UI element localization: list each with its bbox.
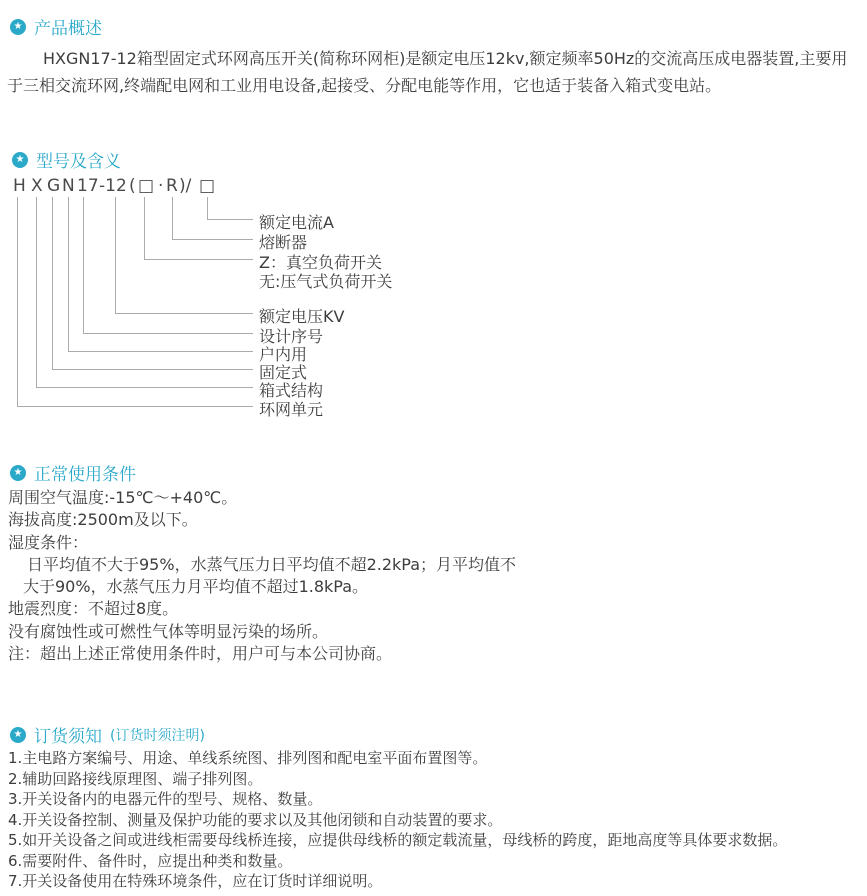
model-callout: 设计序号 [259, 327, 324, 346]
connector-line [144, 197, 145, 259]
section-heading-ordering [10, 722, 205, 747]
connector-line [115, 197, 116, 313]
model-code-char: 17 [77, 176, 99, 196]
ordering-item: 6.需要附件、备件时，应提出种类和数量。 [8, 851, 293, 870]
circled-star-icon: ★ [12, 152, 28, 168]
model-callout: 环网单元 [259, 400, 324, 419]
connector-line [17, 406, 253, 407]
section-heading-model [12, 147, 121, 172]
condition-line: 湿度条件： [8, 532, 89, 552]
model-code-char: H [13, 176, 26, 196]
connector-line [144, 259, 253, 260]
model-code-char: X [31, 176, 43, 196]
model-code-char: ( [129, 176, 136, 196]
condition-line: 海拔高度:2500m及以下。 [8, 510, 198, 530]
model-code-char: )/ [179, 176, 192, 196]
model-placeholder-box: □ [138, 176, 155, 196]
conditions-list [8, 487, 848, 665]
section-heading-conditions [10, 460, 136, 485]
model-code-char: N [62, 176, 75, 196]
connector-line [172, 197, 173, 239]
connector-line [83, 333, 253, 334]
connector-line [52, 369, 253, 370]
ordering-list [8, 748, 858, 892]
connector-line [17, 197, 18, 406]
section-subtitle-ordering: (订货时须注明) [110, 727, 205, 744]
model-callout: 户内用 [259, 345, 308, 364]
model-callout: 固定式 [259, 363, 308, 382]
model-code-char: G [47, 176, 61, 196]
condition-line: 大于90%，水蒸气压力月平均值不超过1.8kPa。 [23, 577, 369, 597]
section-title-overview: 产品概述 [34, 19, 102, 39]
section-title-model: 型号及含义 [36, 152, 121, 172]
section-title-ordering: 订货须知 [34, 727, 102, 747]
section-heading-overview [10, 14, 102, 39]
connector-line [207, 219, 253, 220]
condition-line: 没有腐蚀性或可燃性气体等明显污染的场所。 [8, 621, 329, 641]
circled-star-icon: ★ [10, 19, 26, 35]
overview-paragraph: HXGN17-12箱型固定式环网高压开关(简称环网柜)是额定电压12kv,额定频率50Hz的交流高压成电器装置,主要用于三相交流环网,终端配电网和工业用电设备,起接受、分配电能等作用，它也适于装备入箱式变电站。 [7, 49, 848, 95]
connector-line [207, 197, 208, 219]
ordering-item: 3.开关设备内的电器元件的型号、规格、数量。 [8, 790, 323, 808]
condition-line: 地震烈度：不超过8度。 [8, 599, 179, 619]
ordering-item: 7.开关设备使用在特殊环境条件，应在订货时详细说明。 [8, 872, 383, 890]
model-callout: 无:压气式负荷开关 [259, 272, 393, 291]
model-callout: 额定电压KV [259, 307, 345, 326]
model-placeholder-box: □ [199, 176, 216, 196]
connector-line [36, 387, 253, 388]
condition-line: 日平均值不大于95%，水蒸气压力日平均值不超2.2kPa；月平均值不 [27, 554, 517, 574]
circled-star-icon: ★ [10, 727, 26, 743]
condition-line: 注：超出上述正常使用条件时，用户可与本公司协商。 [8, 644, 393, 664]
connector-line [68, 351, 253, 352]
ordering-item: 2.辅助回路接线原理图、端子排列图。 [8, 769, 263, 788]
ordering-item: 1.主电路方案编号、用途、单线系统图、排列图和配电室平面布置图等。 [8, 749, 488, 767]
ordering-item: 4.开关设备控制、测量及保护功能的要求以及其他闭锁和自动装置的要求。 [8, 810, 503, 829]
model-code-char: R [166, 176, 178, 196]
connector-line [36, 197, 37, 387]
model-code-char: · [158, 176, 164, 196]
connector-line [68, 197, 69, 351]
circled-star-icon: ★ [10, 465, 26, 481]
connector-line [115, 313, 253, 314]
condition-line: 周围空气温度:-15℃～+40℃。 [8, 488, 238, 507]
connector-line [83, 197, 84, 333]
ordering-item: 5.如开关设备之间或进线柜需要母线桥连接，应提供母线桥的额定载流量，母线桥的跨度，距地高度等具体要求数据。 [8, 831, 788, 849]
model-callout: 熔断器 [259, 233, 308, 252]
model-code-char: -12 [99, 176, 127, 196]
connector-line [52, 197, 53, 369]
model-callout: Z：真空负荷开关 [259, 253, 382, 272]
model-callout: 箱式结构 [259, 381, 324, 400]
model-callout: 额定电流A [259, 213, 334, 232]
connector-line [172, 239, 253, 240]
section-title-conditions: 正常使用条件 [34, 465, 136, 485]
